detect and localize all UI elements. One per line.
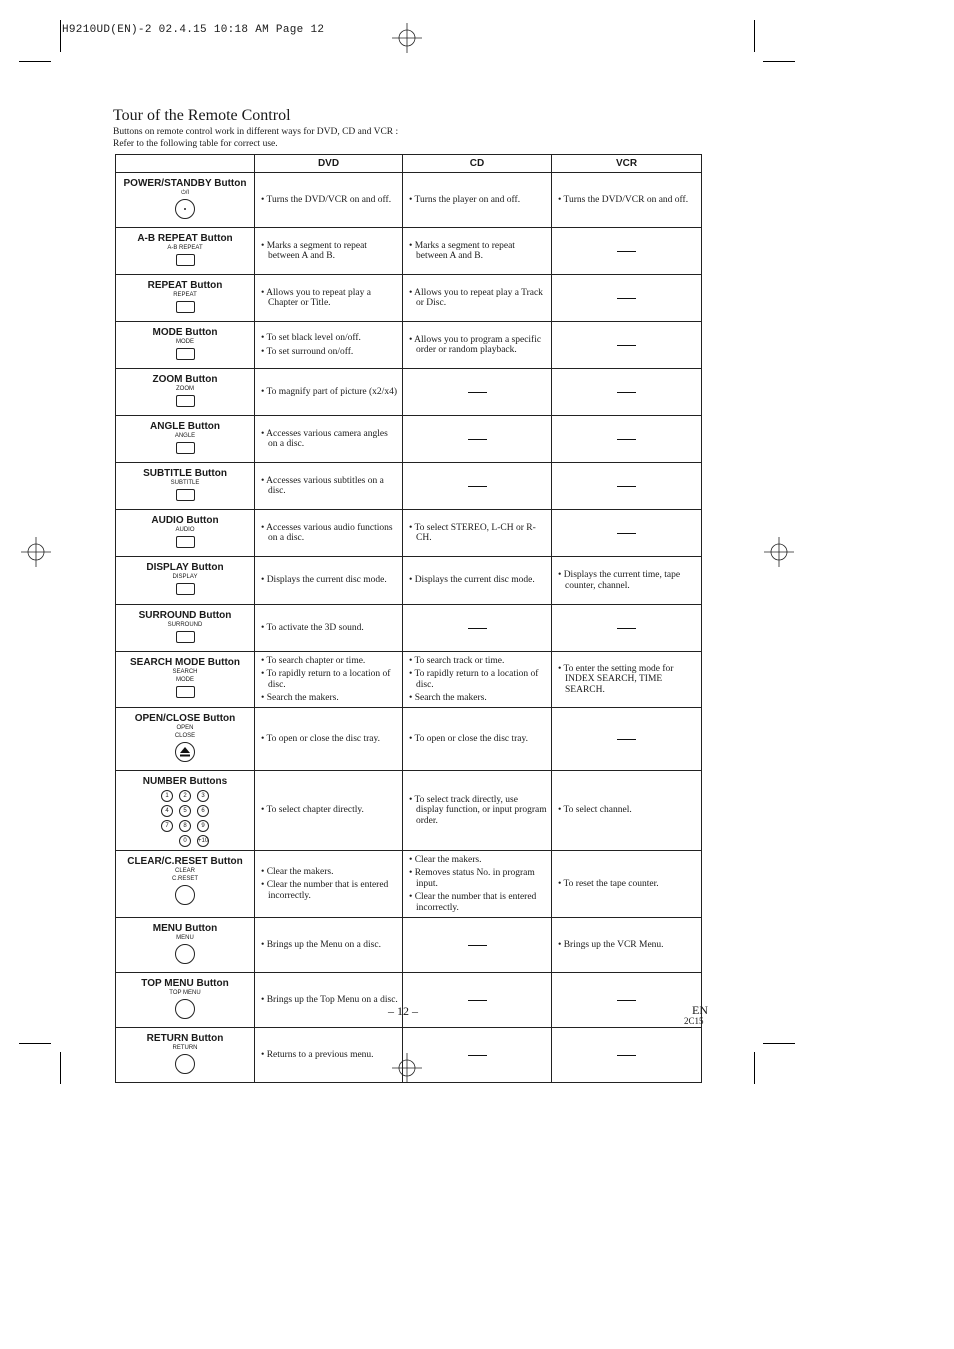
button-name: RETURN Button	[146, 1033, 224, 1044]
vcr-cell	[552, 322, 702, 369]
table-row	[116, 851, 702, 918]
button-name: SURROUND Button	[138, 610, 232, 621]
description-text: • Clear the number that is entered incorrectly.	[261, 880, 389, 901]
vcr-cell	[552, 369, 702, 416]
power-button-icon	[175, 199, 195, 219]
button-cell	[116, 369, 255, 416]
crop-mark	[754, 1052, 755, 1084]
table-row	[116, 228, 702, 275]
table-row	[116, 369, 702, 416]
cd-cell	[403, 973, 552, 1028]
page-title: Tour of the Remote Control	[113, 107, 291, 124]
crop-mark	[763, 61, 795, 62]
dvd-cell	[255, 322, 403, 369]
description-text: • To open or close the disc tray.	[409, 733, 529, 744]
dvd-cell	[255, 416, 403, 463]
description-text: • Brings up the VCR Menu.	[558, 939, 664, 950]
vcr-cell	[552, 510, 702, 557]
button-cell	[116, 973, 255, 1028]
button-sublabel: DISPLAY	[172, 574, 198, 580]
number-key-icon: +10	[197, 835, 209, 847]
header-dvd: DVD	[255, 155, 403, 173]
header-vcr: VCR	[552, 155, 702, 173]
dvd-cell	[255, 228, 403, 275]
dvd-cell	[255, 369, 403, 416]
description-text: • To rapidly return to a location of disc.	[409, 669, 539, 690]
description-text: • Accesses various audio functions on a disc.	[261, 522, 393, 543]
remote-button-icon	[176, 686, 195, 698]
dvd-cell	[255, 918, 403, 973]
description-text: • Turns the DVD/VCR on and off.	[558, 194, 689, 205]
description-text: • Accesses various camera angles on a disc.	[261, 428, 388, 449]
description-text: • Brings up the Top Menu on a disc.	[261, 994, 398, 1005]
button-name: SUBTITLE Button	[143, 468, 227, 479]
description-text: • Allows you to program a specific order or random playback.	[409, 334, 542, 355]
table-row	[116, 557, 702, 605]
button-sublabel: C.RESET	[171, 876, 198, 882]
vcr-cell	[552, 652, 702, 708]
button-cell	[116, 918, 255, 973]
number-key-icon: 7	[161, 820, 173, 832]
vcr-cell	[552, 771, 702, 851]
table-row	[116, 918, 702, 973]
not-applicable-dash	[617, 628, 636, 629]
description-text: • Turns the DVD/VCR on and off.	[261, 194, 392, 205]
crop-mark	[19, 61, 51, 62]
cd-cell	[403, 173, 552, 228]
button-name: POWER/STANDBY Button	[123, 178, 247, 189]
button-name: MENU Button	[152, 923, 218, 934]
button-sublabel: CLEAR	[174, 868, 195, 874]
dvd-cell	[255, 708, 403, 771]
description-text: • To search track or time.	[409, 655, 505, 666]
table-header-row	[116, 155, 702, 173]
button-sublabel: MODE	[176, 339, 194, 345]
number-keypad	[118, 790, 252, 847]
number-key-icon: 4	[161, 805, 173, 817]
button-sublabel: ANGLE	[174, 433, 196, 439]
button-name: DISPLAY Button	[146, 562, 224, 573]
number-key-icon: 9	[197, 820, 209, 832]
table-row	[116, 1028, 702, 1083]
cd-cell	[403, 416, 552, 463]
not-applicable-dash	[617, 439, 636, 440]
dvd-cell	[255, 463, 403, 510]
remote-button-icon	[176, 583, 195, 595]
description-text: • To open or close the disc tray.	[261, 733, 381, 744]
button-sublabel: SEARCH	[172, 669, 198, 675]
dvd-cell	[255, 510, 403, 557]
crop-mark	[60, 1052, 61, 1084]
description-text: • To set black level on/off.	[261, 333, 361, 343]
vcr-cell	[552, 557, 702, 605]
description-text: • Accesses various subtitles on a disc.	[261, 475, 384, 496]
description-text: • To set surround on/off.	[261, 346, 354, 357]
cd-cell	[403, 918, 552, 973]
description-text: • Clear the makers.	[409, 854, 482, 865]
description-text: • Clear the number that is entered incorrectly.	[409, 892, 537, 913]
button-name: ZOOM Button	[152, 374, 218, 385]
cd-cell	[403, 463, 552, 510]
not-applicable-dash	[617, 298, 636, 299]
button-cell	[116, 463, 255, 510]
vcr-cell	[552, 275, 702, 322]
button-name: REPEAT Button	[147, 280, 223, 291]
page-number: – 12 –	[388, 1004, 418, 1018]
vcr-cell	[552, 1028, 702, 1083]
table-row	[116, 173, 702, 228]
not-applicable-dash	[468, 1000, 487, 1001]
vcr-cell	[552, 463, 702, 510]
remote-button-icon	[176, 631, 195, 643]
button-cell	[116, 510, 255, 557]
description-text: • Returns to a previous menu.	[261, 1049, 374, 1060]
description-text: • Allows you to repeat play a Track or Disc.	[409, 287, 543, 308]
cd-cell	[403, 605, 552, 652]
eject-button-icon	[175, 742, 195, 762]
vcr-cell	[552, 708, 702, 771]
description-text: • To rapidly return to a location of disc.	[261, 669, 391, 690]
button-name: ANGLE Button	[150, 421, 220, 432]
remote-button-icon	[175, 885, 195, 905]
number-key-icon: 6	[197, 805, 209, 817]
not-applicable-dash	[617, 486, 636, 487]
not-applicable-dash	[617, 1055, 636, 1056]
table-row	[116, 322, 702, 369]
description-text: • To activate the 3D sound.	[261, 622, 364, 633]
number-key-icon: 1	[161, 790, 173, 802]
table-row	[116, 605, 702, 652]
remote-button-icon	[176, 301, 195, 313]
vcr-cell	[552, 173, 702, 228]
button-sublabel: CLOSE	[174, 733, 196, 739]
remote-button-icon	[176, 536, 195, 548]
not-applicable-dash	[468, 392, 487, 393]
button-name: AUDIO Button	[151, 515, 219, 526]
dvd-cell	[255, 1028, 403, 1083]
vcr-cell	[552, 416, 702, 463]
button-cell	[116, 771, 255, 851]
crop-mark	[19, 1043, 51, 1044]
description-text: • To select chapter directly.	[261, 805, 364, 816]
remote-control-table	[115, 154, 702, 1083]
vcr-cell	[552, 228, 702, 275]
button-sublabel: REPEAT	[173, 292, 197, 298]
description-text: • To select STEREO, L-CH or R-CH.	[409, 522, 536, 543]
button-sublabel: ⏻/I	[180, 190, 190, 196]
description-text: • Allows you to repeat play a Chapter or Title.	[261, 287, 371, 308]
button-name: NUMBER Buttons	[142, 776, 228, 787]
remote-button-icon	[176, 395, 195, 407]
button-cell	[116, 228, 255, 275]
language-code: EN	[692, 1003, 708, 1017]
description-text: • Removes status No. in program input.	[409, 868, 535, 889]
not-applicable-dash	[617, 345, 636, 346]
remote-button-icon	[175, 944, 195, 964]
registration-mark-icon	[392, 23, 422, 53]
remote-button-icon	[175, 999, 195, 1019]
button-name: TOP MENU Button	[141, 978, 229, 989]
remote-button-icon	[176, 489, 195, 501]
description-text: • Search the makers.	[261, 693, 339, 703]
description-text: • Marks a segment to repeat between A and B.	[409, 240, 515, 261]
button-sublabel: RETURN	[172, 1045, 198, 1051]
button-cell	[116, 708, 255, 771]
cd-cell	[403, 369, 552, 416]
dvd-cell	[255, 173, 403, 228]
registration-mark-icon	[21, 537, 51, 567]
button-sublabel: OPEN	[176, 725, 194, 731]
description-text: • To enter the setting mode for INDEX SEARCH, TIME SEARCH.	[558, 663, 674, 695]
not-applicable-dash	[617, 251, 636, 252]
cd-cell	[403, 1028, 552, 1083]
vcr-cell	[552, 918, 702, 973]
crop-mark	[763, 1043, 795, 1044]
button-sublabel: A-B REPEAT	[167, 245, 203, 251]
not-applicable-dash	[468, 486, 487, 487]
dvd-cell	[255, 973, 403, 1028]
button-cell	[116, 557, 255, 605]
number-key-icon: 5	[179, 805, 191, 817]
number-key-icon: 3	[197, 790, 209, 802]
button-name: SEARCH MODE Button	[130, 657, 240, 668]
cd-cell	[403, 652, 552, 708]
description-text: • To reset the tape counter.	[558, 878, 659, 889]
button-cell	[116, 416, 255, 463]
number-key-icon: 8	[179, 820, 191, 832]
button-sublabel: SURROUND	[167, 622, 203, 628]
table-row	[116, 275, 702, 322]
description-text: • Marks a segment to repeat between A and B.	[261, 240, 367, 261]
table-row	[116, 463, 702, 510]
not-applicable-dash	[468, 1055, 487, 1056]
button-cell	[116, 275, 255, 322]
crop-mark	[60, 20, 61, 52]
button-cell	[116, 851, 255, 918]
not-applicable-dash	[617, 739, 636, 740]
vcr-cell	[552, 605, 702, 652]
crop-mark	[754, 20, 755, 52]
table-row	[116, 708, 702, 771]
header-cd: CD	[403, 155, 552, 173]
remote-button-icon	[175, 1054, 195, 1074]
number-key-icon: 2	[179, 790, 191, 802]
cd-cell	[403, 510, 552, 557]
description-text: • Displays the current disc mode.	[261, 575, 387, 586]
table-row	[116, 510, 702, 557]
description-text: • Displays the current time, tape counter, channel.	[558, 570, 681, 591]
table-row	[116, 416, 702, 463]
cd-cell	[403, 557, 552, 605]
button-name: CLEAR/C.RESET Button	[127, 856, 243, 867]
description-text: • Displays the current disc mode.	[409, 575, 535, 586]
dvd-cell	[255, 851, 403, 918]
button-sublabel: SUBTITLE	[170, 480, 200, 486]
cd-cell	[403, 771, 552, 851]
dvd-cell	[255, 557, 403, 605]
not-applicable-dash	[617, 1000, 636, 1001]
not-applicable-dash	[468, 628, 487, 629]
number-key-icon: 0	[179, 835, 191, 847]
table-row	[116, 652, 702, 708]
dvd-cell	[255, 275, 403, 322]
not-applicable-dash	[468, 945, 487, 946]
vcr-cell	[552, 973, 702, 1028]
vcr-cell	[552, 851, 702, 918]
dvd-cell	[255, 771, 403, 851]
description-text: • Clear the makers.	[261, 866, 334, 877]
button-cell	[116, 605, 255, 652]
button-cell	[116, 322, 255, 369]
cd-cell	[403, 322, 552, 369]
button-cell	[116, 652, 255, 708]
not-applicable-dash	[617, 533, 636, 534]
button-sublabel: MENU	[176, 935, 194, 941]
description-text: • To magnify part of picture (x2/x4)	[261, 386, 397, 397]
remote-button-icon	[176, 254, 195, 266]
button-name: OPEN/CLOSE Button	[134, 713, 236, 724]
description-text: • To select channel.	[558, 805, 632, 816]
table-row	[116, 771, 702, 851]
dvd-cell	[255, 605, 403, 652]
doc-code: 2C15	[684, 1016, 704, 1026]
button-sublabel: AUDIO	[175, 527, 195, 533]
print-header: H9210UD(EN)-2 02.4.15 10:18 AM Page 12	[62, 24, 325, 36]
button-name: MODE Button	[152, 327, 218, 338]
header-blank	[116, 155, 255, 173]
remote-button-icon	[176, 348, 195, 360]
remote-button-icon	[176, 442, 195, 454]
not-applicable-dash	[617, 392, 636, 393]
cd-cell	[403, 708, 552, 771]
table-row	[116, 973, 702, 1028]
cd-cell	[403, 275, 552, 322]
button-sublabel: ZOOM	[176, 386, 194, 392]
button-sublabel: MODE	[176, 677, 194, 683]
description-text: • To search chapter or time.	[261, 655, 366, 666]
button-name: A-B REPEAT Button	[137, 233, 233, 244]
cd-cell	[403, 851, 552, 918]
intro-text	[113, 126, 398, 150]
description-text: • To select track directly, use display function, or input program order.	[409, 794, 547, 826]
registration-mark-icon	[764, 537, 794, 567]
dvd-cell	[255, 652, 403, 708]
description-text: • Brings up the Menu on a disc.	[261, 939, 381, 950]
button-sublabel: TOP MENU	[169, 990, 201, 996]
cd-cell	[403, 228, 552, 275]
description-text: • Turns the player on and off.	[409, 194, 521, 205]
button-cell	[116, 1028, 255, 1083]
button-cell	[116, 173, 255, 228]
intro-line: Refer to the following table for correct use.	[113, 139, 278, 149]
description-text: • Search the makers.	[409, 693, 487, 703]
not-applicable-dash	[468, 439, 487, 440]
intro-line: Buttons on remote control work in different ways for DVD, CD and VCR :	[113, 127, 399, 137]
